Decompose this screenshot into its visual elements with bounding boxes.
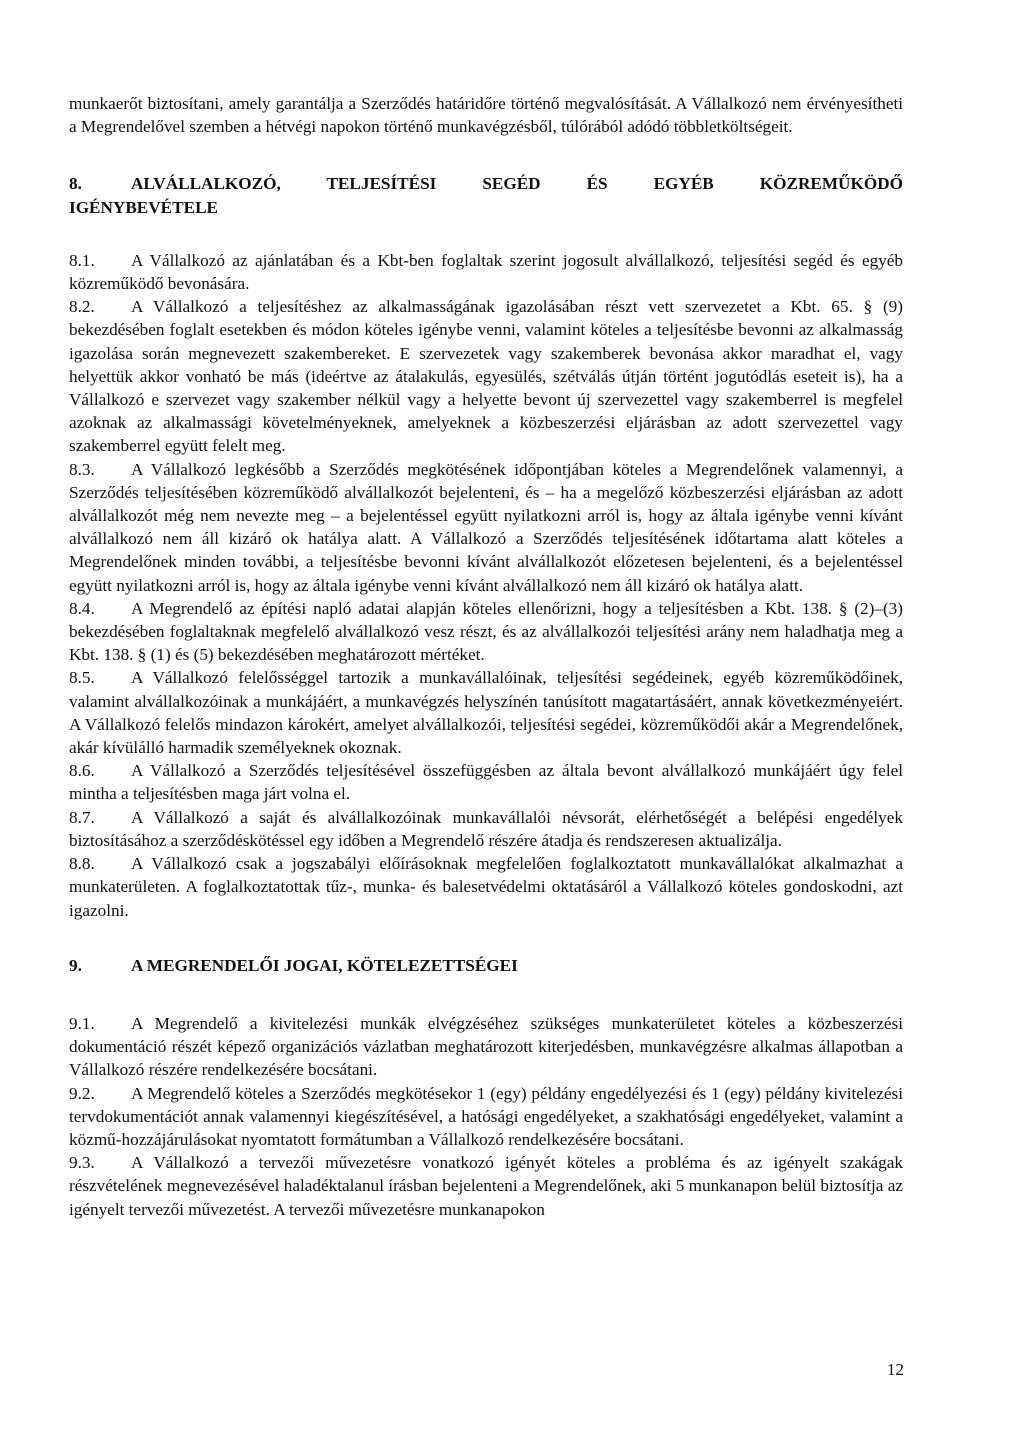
clause-text: A Vállalkozó az ajánlatában és a Kbt-ben foglaltak szerint jogosult alvállalkozó, teljesítési segéd és egyéb közreműködő bevonására. <box>69 250 903 294</box>
clause-8-7 <box>69 806 903 852</box>
clause-number: 8.5. <box>69 668 95 688</box>
clause-8-6 <box>69 759 903 805</box>
clause-number: 8.2. <box>69 297 95 317</box>
clause-text: A Vállalkozó a Szerződés teljesítésével összefüggésben az általa bevont alvállalkozó munkájáért úgy felel mintha a teljesítésben maga járt volna el. <box>69 761 903 804</box>
section-8-heading <box>69 172 903 218</box>
spacer <box>69 219 903 249</box>
spacer <box>69 138 903 172</box>
clause-8-4 <box>69 597 903 667</box>
clause-number: 8.4. <box>69 598 95 618</box>
clause-8-3 <box>69 458 903 597</box>
clause-8-1 <box>69 249 903 295</box>
clause-9-1 <box>69 1012 903 1082</box>
page-number: 12 <box>886 1360 904 1379</box>
clause-number: 8.7. <box>69 807 95 827</box>
section-8-number: 8. <box>69 174 82 194</box>
clause-text: A Megrendelő a kivitelezési munkák elvégzéséhez szükséges munkaterületet köteles a közbeszerzési dokumentáció részét képező organizációs vázlatban meghatározott kiterjedésben, munkavégzésre alkalmas állapotban a Vállalkozó részére rendelkezésére bocsátani. <box>69 1013 903 1080</box>
clause-number: 9.2. <box>69 1083 95 1103</box>
clause-text: A Vállalkozó felelősséggel tartozik a munkavállalóinak, teljesítési segédeinek, egyéb közreműködőinek, valamint alvállalkozóinak a munkájáért, a munkavégzés helyszínén tanúsított magatartásáért, annak következményeiért. A Vállalkozó felelős mindazon károkért, amelyet alvállalkozói, teljesítési segédei, közreműködői akár a Megrendelőnek, akár kívülálló harmadik személyeknek okoznak. <box>69 668 903 758</box>
spacer <box>69 977 903 1012</box>
clause-number: 8.8. <box>69 854 95 874</box>
section-9-heading <box>69 954 903 977</box>
clause-text: A Megrendelő az építési napló adatai alapján köteles ellenőrizni, hogy a teljesítésben a Kbt. 138. § (2)–(3) bekezdésében foglaltaknak megfelelő alvállalkozó vesz részt, és az alvállalkozói teljesítési arány nem haladhatja meg a Kbt. 138. § (1) és (5) bekezdésében meghatározott mértéket. <box>69 598 903 665</box>
clause-text: A Vállalkozó csak a jogszabályi előírásoknak megfelelően foglalkoztatott munkavállalókat alkalmazhat a munkaterületen. A foglalkoztatottak tűz-, munka- és balesetvédelmi oktatásáról a Vállalkozó köteles gondoskodni, azt igazolni. <box>69 854 903 920</box>
clause-8-8 <box>69 852 903 922</box>
clause-text: A Vállalkozó a saját és alvállalkozóinak munkavállalói névsorát, elérhetőségét a belépési engedélyek biztosításához a szerződéskötéssel egy időben a Megrendelő részére átadja és rendszeresen aktualizálja. <box>69 807 903 850</box>
clause-text: A Vállalkozó a teljesítéshez az alkalmasságának igazolásában részt vett szervezetet a Kbt. 65. § (9) bekezdésében foglalt esetekben és módon köteles igénybe venni, valamint köteles a teljesítésbe bevonni az alkalmasság igazolása során megnevezett szakembereket. E szervezetek vagy szakemberek bevonása akkor maradhat el, vagy helyettük akkor vonható be más (ideértve az átalakulás, egyesülés, szétválás útján történt jogutódlás eseteit is), ha a Vállalkozó e szervezet vagy szakember nélkül vagy a helyette bevont új szervezettel vagy szakemberrel is megfelel azoknak az alkalmassági követelményeknek, amelyeknek a közbeszerzési eljárásban az adott szervezettel vagy szakemberrel együtt felelt meg. <box>69 297 903 456</box>
clause-9-3 <box>69 1151 903 1221</box>
clause-9-2 <box>69 1082 903 1152</box>
clause-8-2 <box>69 295 903 457</box>
spacer <box>69 922 903 954</box>
section-9-title: A MEGRENDELŐI JOGAI, KÖTELEZETTSÉGEI <box>131 955 518 975</box>
document-page <box>69 92 903 1221</box>
clause-text: A Vállalkozó legkésőbb a Szerződés megkötésének időpontjában köteles a Megrendelőnek valamennyi, a Szerződés teljesítésében közreműködő alvállalkozót bejelenteni, és – ha a megelőző közbeszerzési eljárásban az adott alvállalkozót még nem nevezte meg – a bejelentéssel együtt nyilatkozni arról is, hogy az általa igénybe venni kívánt alvállalkozó nem áll kizáró ok hatálya alatt. A Vállalkozó a Szerződés teljesítésének időtartama alatt köteles a Megrendelőnek minden további, a teljesítésbe bevonni kívánt alvállalkozót előzetesen bejelenteni, és a bejelentéssel együtt nyilatkozni arról is, hogy az általa igénybe venni kívánt alvállalkozó nem áll kizáró ok hatálya alatt. <box>69 459 903 595</box>
clause-number: 8.1. <box>69 250 95 270</box>
clause-number: 9.3. <box>69 1153 95 1173</box>
section-9-items <box>69 1012 903 1221</box>
clause-number: 8.3. <box>69 459 95 479</box>
clause-text: A Megrendelő köteles a Szerződés megkötésekor 1 (egy) példány engedélyezési és 1 (egy) példány kivitelezési tervdokumentációt annak valamennyi kiegészítésével, a hatósági engedélyeket, a szakhatósági engedélyeket, valamint a közmű-hozzájárulásokat nyomtatott formátumban a Vállalkozó rendelkezésére bocsátani. <box>69 1083 903 1149</box>
clause-text: A Vállalkozó a tervezői művezetésre vonatkozó igényét köteles a probléma és az igényelt szakágak részvételének megnevezésével haladéktalanul írásban bejelenteni a Megrendelőnek, aki 5 munkanapon belül biztosítja az igényelt tervezői művezetést. A tervezői művezetésre munkanapokon <box>69 1153 903 1219</box>
section-8-items <box>69 249 903 922</box>
section-8-title: ALVÁLLALKOZÓ, TELJESÍTÉSI SEGÉD ÉS EGYÉB KÖZREMŰKÖDŐ IGÉNYBEVÉTELE <box>69 174 903 217</box>
clause-number: 8.6. <box>69 761 95 781</box>
intro-paragraph: munkaerőt biztosítani, amely garantálja a Szerződés határidőre történő megvalósítását. A Vállalkozó nem érvényesítheti a Megrendelővel szemben a hétvégi napokon történő munkavégzésből, túlórából adódó többletköltségeit. <box>69 94 903 137</box>
clause-8-5 <box>69 666 903 759</box>
section-9-number: 9. <box>69 955 82 975</box>
clause-number: 9.1. <box>69 1013 95 1033</box>
